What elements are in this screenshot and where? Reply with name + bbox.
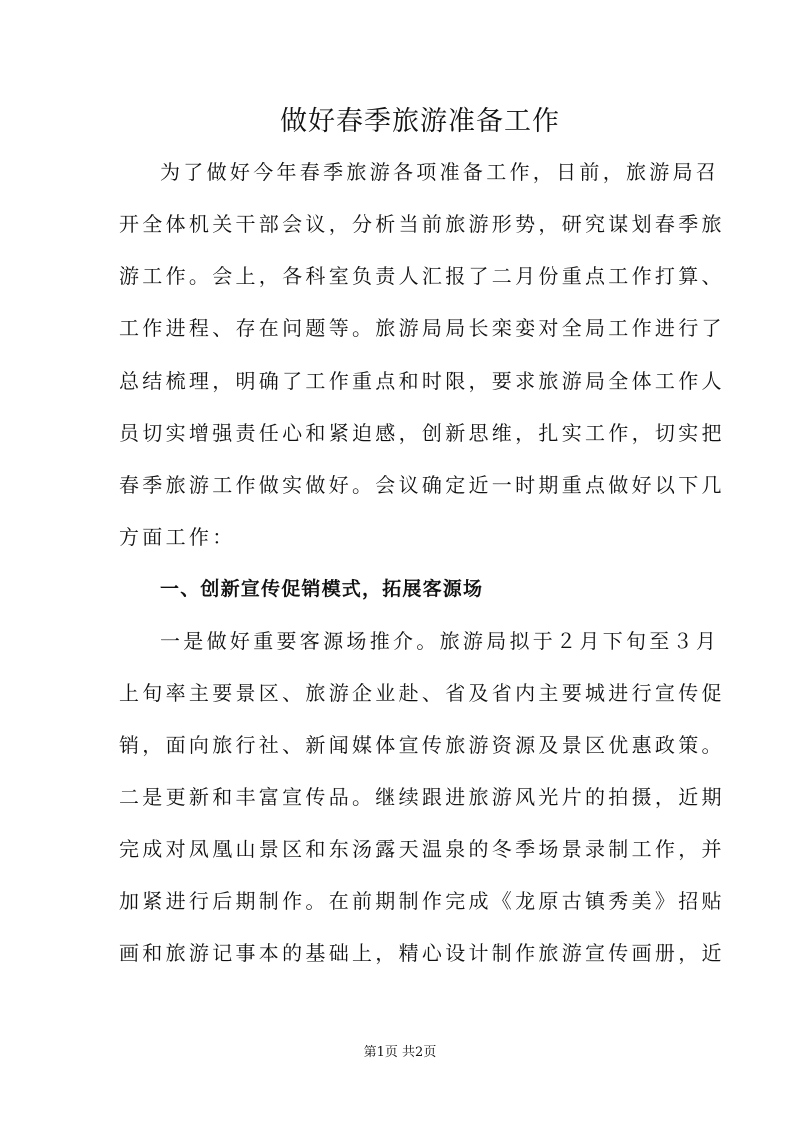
paragraph-line: 员切实增强责任心和紧迫感，创新思维，扎实工作，切实把 bbox=[119, 421, 725, 445]
paragraph-line: 开全体机关干部会议，分析当前旅游形势，研究谋划春季旅 bbox=[119, 212, 725, 236]
document-title: 做好春季旅游准备工作 bbox=[280, 106, 560, 137]
paragraph-line: 工作进程、存在问题等。旅游局局长栾娈对全局工作进行了 bbox=[119, 316, 725, 340]
paragraph-line: 画和旅游记事本的基础上，精心设计制作旅游宣传画册，近 bbox=[119, 941, 725, 965]
paragraph-line: 春季旅游工作做实做好。会议确定近一时期重点做好以下几 bbox=[119, 473, 725, 497]
paragraph-line: 一是做好重要客源场推介。旅游局拟于２月下旬至３月 bbox=[160, 629, 720, 653]
paragraph-line: 方面工作： bbox=[119, 525, 236, 549]
paragraph-line: 上旬率主要景区、旅游企业赴、省及省内主要城进行宣传促 bbox=[119, 681, 725, 705]
paragraph-line: 完成对凤凰山景区和东汤露天温泉的冬季场景录制工作，并 bbox=[119, 837, 725, 861]
paragraph-line: 销，面向旅行社、新闻媒体宣传旅游资源及景区优惠政策。 bbox=[119, 733, 725, 757]
page-number-footer: 第1页 共2页 bbox=[363, 1045, 437, 1060]
paragraph-line: 总结梳理，明确了工作重点和时限，要求旅游局全体工作人 bbox=[119, 369, 725, 393]
paragraph-line: 加紧进行后期制作。在前期制作完成《龙原古镇秀美》招贴 bbox=[119, 889, 725, 913]
section-heading: 一、创新宣传促销模式，拓展客源场 bbox=[160, 578, 484, 600]
paragraph-line: 二是更新和丰富宣传品。继续跟进旅游风光片的拍摄，近期 bbox=[119, 785, 725, 809]
paragraph-line: 为了做好今年春季旅游各项准备工作，日前，旅游局召 bbox=[160, 160, 720, 184]
paragraph-line: 游工作。会上，各科室负责人汇报了二月份重点工作打算、 bbox=[119, 264, 725, 288]
